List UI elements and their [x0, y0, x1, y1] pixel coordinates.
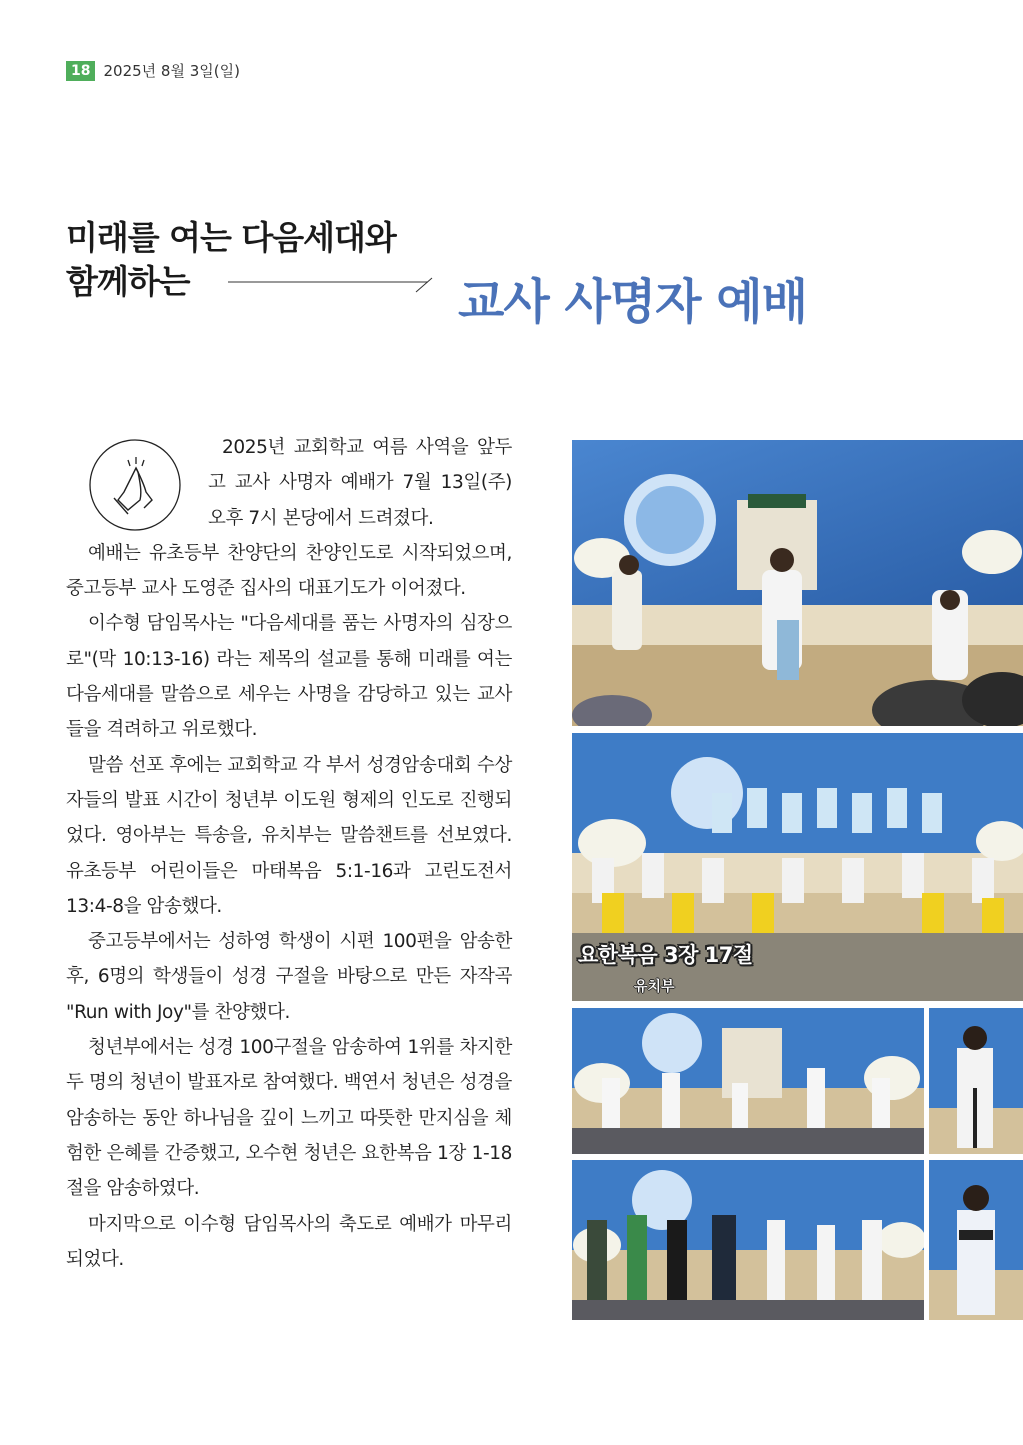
photo-youth-song — [572, 1008, 924, 1154]
paragraph-2: 예배는 유초등부 찬양단의 찬양인도로 시작되었으며, 중고등부 교사 도영준 집사의 대표기도가 이어졌다. — [66, 542, 512, 600]
title-arrow-line — [228, 270, 438, 294]
photo-soloist-2 — [929, 1160, 1023, 1320]
title-line-2: 함께하는 — [66, 262, 190, 301]
photo-collage — [572, 440, 1023, 1320]
photo-subcaption: 유치부 — [634, 979, 675, 995]
paragraph-7: 마지막으로 이수형 담임목사의 축도로 예배가 마무리되었다. — [66, 1213, 512, 1270]
photo-children-choir-stage — [572, 440, 1023, 726]
paragraph-3: 이수형 담임목사는 "다음세대를 품는 사명자의 심장으로"(막 10:13-16) 라는 제목의 설교를 통해 미래를 여는 다음세대를 말씀으로 세우는 사명을 감당하고 있는 교사들을 격려하고 위로했다. — [66, 613, 512, 741]
paragraph-6: 청년부에서는 성경 100구절을 암송하여 1위를 차지한 두 명의 청년이 발표자로 참여했다. 백연서 청년은 성경을 암송하는 동안 하나님을 깊이 느끼고 따뜻한 만지심을 체험한 은혜를 간증했고, 오수현 청년은 요한복음 1장 1-18절을 암송하였다. — [66, 1037, 512, 1200]
photo-young-adults — [572, 1160, 924, 1320]
article-body — [66, 430, 512, 1277]
article-title: 교사 사명자 예배 — [458, 274, 807, 330]
page-number: 18 — [66, 61, 95, 81]
page-header — [66, 60, 240, 81]
paragraph-5: 중고등부에서는 성하영 학생이 시편 100편을 암송한 후, 6명의 학생들이 성경 구절을 바탕으로 만든 자작곡 "Run with Joy"를 찬양했다. — [66, 931, 512, 1023]
paragraph-1: 2025년 교회학교 여름 사역을 앞두고 교사 사명자 예배가 7월 13일(주) 오후 7시 본당에서 드려졌다. — [208, 437, 512, 529]
photo-caption: 요한복음 3장 17절 — [578, 943, 753, 967]
photo-soloist-1 — [929, 1008, 1023, 1154]
title-line-1: 미래를 여는 다음세대와 — [66, 218, 396, 257]
paragraph-4: 말씀 선포 후에는 교회학교 각 부서 성경암송대회 수상자들의 발표 시간이 청년부 이도원 형제의 인도로 진행되었다. 영아부는 특송을, 유치부는 말씀챈트를 선보였다. 유초등부 어린이들은 마태복음 5:1-16과 고린도전서 13:4-8을 암송했다. — [66, 754, 512, 917]
issue-date: 2025년 8월 3일(일) — [103, 62, 240, 80]
photo-kindergarten-chant — [572, 733, 1023, 1001]
